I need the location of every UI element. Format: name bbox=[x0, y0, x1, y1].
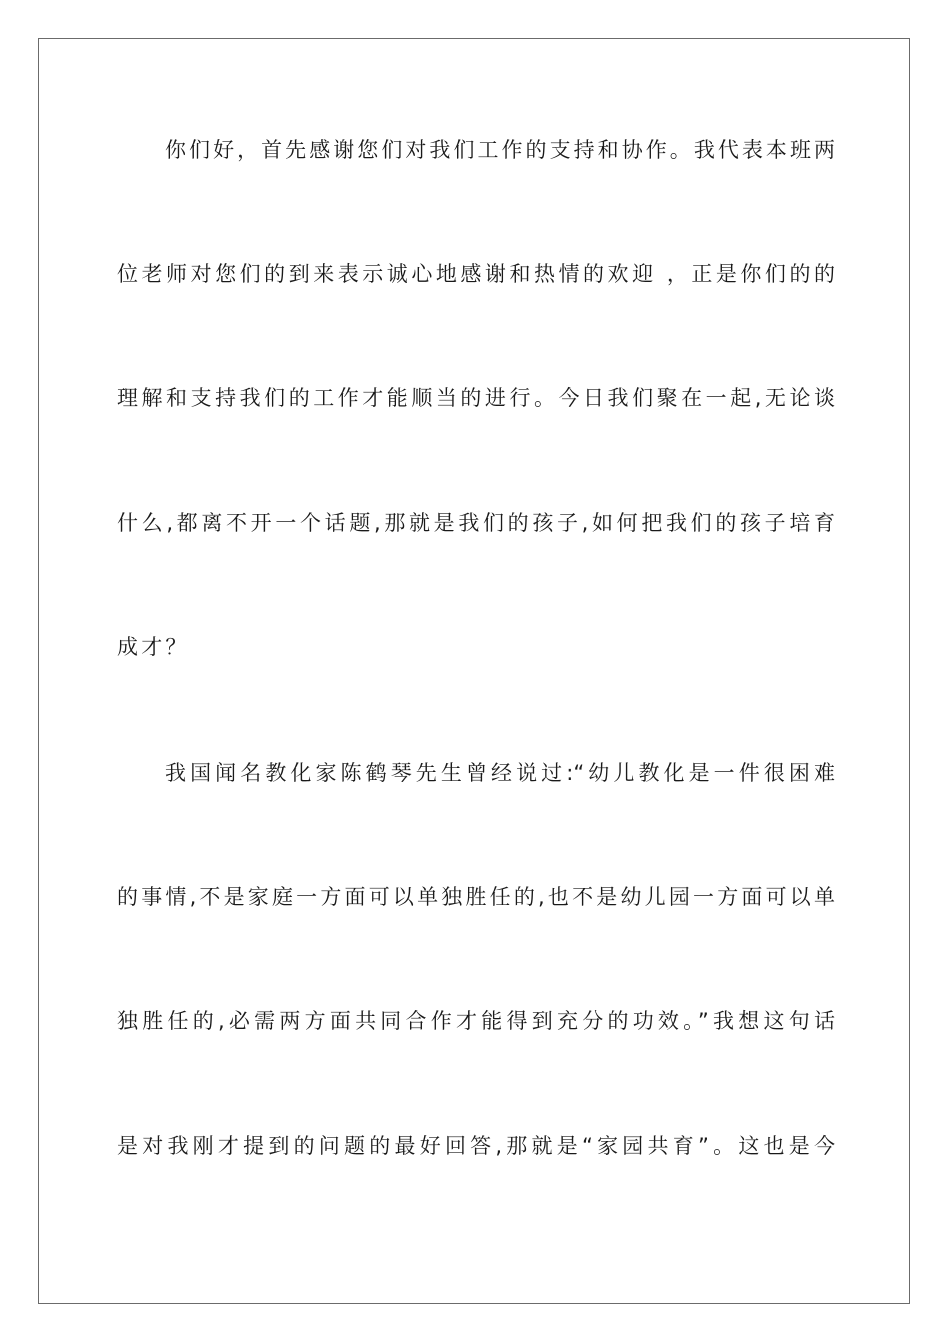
paragraph-1-line-2: 位老师对您们的到来表示诚心地感谢和热情的欢迎 ，正是你们的的 bbox=[117, 262, 835, 286]
paragraph-1-line-5: 成才？ bbox=[117, 635, 190, 659]
paragraph-2-line-2: 的事情,不是家庭一方面可以单独胜任的,也不是幼儿园一方面可以单 bbox=[117, 885, 835, 909]
paragraph-2-line-4: 是对我刚才提到的问题的最好回答,那就是“家园共育”。这也是今 bbox=[117, 1134, 835, 1158]
paragraph-2-line-1: 我国闻名教化家陈鹤琴先生曾经说过:“幼儿教化是一件很困难 bbox=[165, 761, 835, 785]
paragraph-1-line-1: 你们好，首先感谢您们对我们工作的支持和协作。我代表本班两 bbox=[165, 138, 835, 162]
paragraph-2-line-3: 独胜任的,必需两方面共同合作才能得到充分的功效。”我想这句话 bbox=[117, 1009, 835, 1033]
page-frame bbox=[38, 38, 910, 1304]
paragraph-1-line-4: 什么,都离不开一个话题,那就是我们的孩子,如何把我们的孩子培育 bbox=[117, 511, 835, 535]
paragraph-1-line-3: 理解和支持我们的工作才能顺当的进行。今日我们聚在一起,无论谈 bbox=[117, 386, 835, 410]
